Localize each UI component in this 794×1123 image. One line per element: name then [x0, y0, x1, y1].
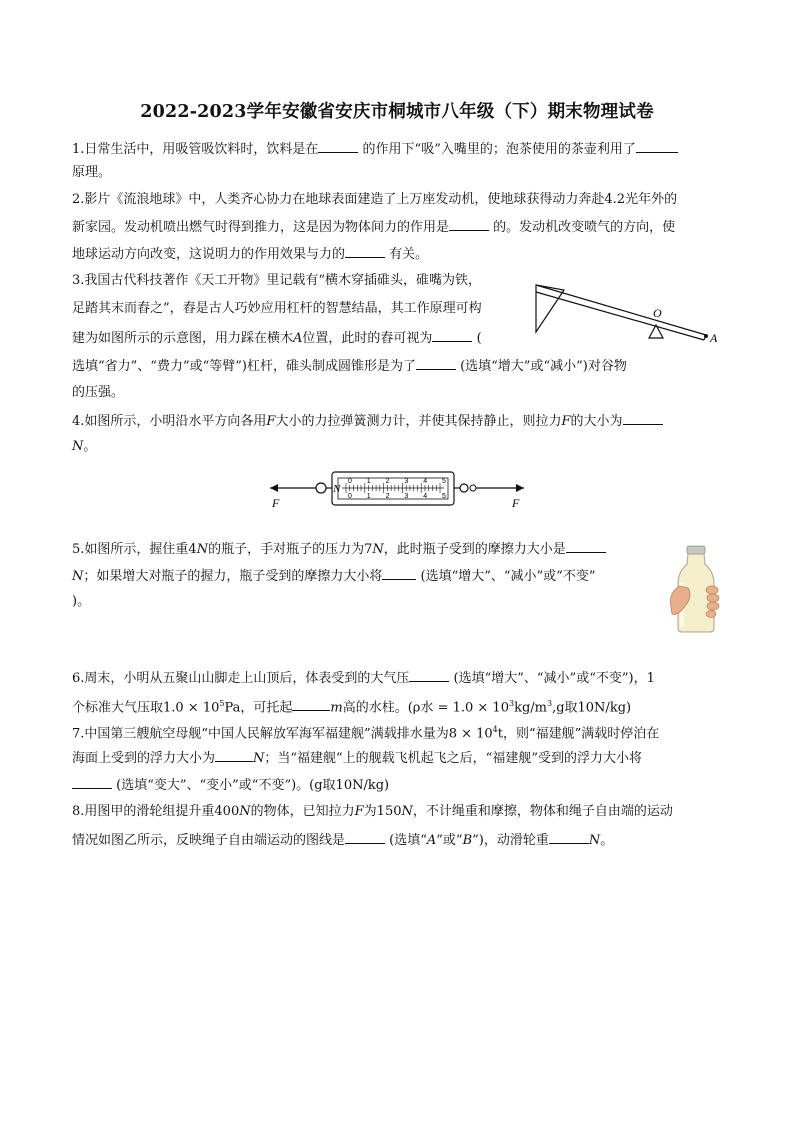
fulcrum-icon [649, 325, 663, 338]
finger-2 [707, 594, 719, 602]
q6-text-b: (选填“增大”、“减小”或“不变”)，1 [453, 671, 655, 686]
q7-text-d: ；当“福建舰”上的舰载飞机起飞之后，“福建舰”受到的浮力大小将 [264, 751, 642, 766]
q6-blank-2[interactable] [292, 698, 330, 711]
scale-label-top: 1 [366, 478, 371, 485]
finger-1 [706, 586, 718, 594]
q6-var-m: m [330, 700, 343, 716]
q1-text-b: 的作用下“吸”入嘴里的；泡茶使用的茶壶利用了 [362, 142, 636, 157]
q3-text-h: 的压强。 [72, 385, 125, 400]
q8-blank-2[interactable] [549, 831, 589, 844]
q8-text-c: 为 [363, 804, 377, 819]
q3-var-a: A [293, 331, 303, 346]
q4-text-d: 。 [83, 439, 97, 454]
q1-text-c: 原理。 [72, 165, 112, 180]
q8-text-g: ”或“ [436, 833, 463, 848]
q4-text-b: 大小的力拉弹簧测力计，并使其保持静止，则拉力 [275, 414, 562, 429]
q3-text-b: 足踏其末而舂之”，舂是古人巧妙应用杠杆的智慧结晶，其工作原理可构 [72, 301, 482, 316]
bottle-cap [687, 546, 705, 554]
q5-var-n1: N [196, 542, 209, 557]
q5-text-a: 5.如图所示，握住重 [72, 542, 189, 557]
q6-sup-2: 3 [508, 699, 515, 708]
q3-blank-1[interactable] [432, 329, 472, 342]
label-o: O [653, 306, 662, 320]
q3-lever-figure [530, 280, 730, 350]
lever-beam-top [536, 285, 706, 335]
q3-blank-2[interactable] [416, 357, 456, 370]
q8-line-2 [72, 831, 613, 849]
q4-text-c: 的大小为 [570, 414, 623, 429]
q8-blank-1[interactable] [345, 831, 385, 844]
q7-text-e: (选填“变大”、“变小”或“不变”)。(g取10N/kg) [116, 778, 390, 793]
scale-label-top: 3 [404, 478, 409, 485]
q7-line-2 [72, 749, 642, 767]
q7-var-n: N [253, 751, 265, 766]
q5-var-n2: N [372, 542, 384, 557]
q5-line-2 [72, 567, 595, 585]
q4-line-1 [72, 412, 663, 430]
right-hook-icon [470, 485, 476, 491]
right-ring-icon [460, 484, 468, 492]
scale-label-top: 4 [423, 478, 428, 485]
q2-text-b: 新家园。发动机喷出燃气时得到推力，这是因为物体间力的作用是 [72, 220, 450, 235]
q1-blank-1[interactable] [318, 140, 358, 153]
q3-line-4 [72, 357, 627, 375]
q7-line-1 [72, 722, 659, 742]
q4-line-2 [72, 439, 96, 455]
q8-text-h: ”)，动滑轮重 [472, 833, 549, 848]
scale-label-bottom: 0 [348, 493, 352, 500]
left-arrow-icon [270, 484, 278, 492]
bottle-in-hand-image [670, 544, 722, 634]
q8-text-a: 8.用图甲的滑轮组提升重 [72, 804, 215, 819]
q4-var-f1: F [266, 414, 276, 429]
scale-ticks [346, 478, 446, 500]
right-force-label: F [512, 496, 520, 510]
q2-text-a: 2.影片《流浪地球》中，人类齐心协力在地球表面建造了上万座发动机，使地球获得动力奔赴4.2光年外的 [72, 192, 678, 207]
q5-num-1: 4 [188, 542, 197, 557]
page-title: 2022-2023学年安徽省安庆市桐城市八年级（下）期末物理试卷 [140, 102, 654, 122]
q2-text-e: 有关。 [389, 247, 429, 262]
q5-text-c: ，此时瓶子受到的摩擦力大小是 [383, 542, 566, 557]
q8-text-e: 情况如图乙所示，反映绳子自由端运动的图线是 [72, 833, 346, 848]
scale-label-bottom: 5 [442, 493, 446, 500]
q6-text-g: ,g取10N/kg) [552, 700, 632, 716]
q7-blank-2[interactable] [72, 776, 112, 789]
scale-label-bottom: 4 [423, 493, 428, 500]
scale-label-top: 0 [348, 478, 352, 485]
q5-line-3 [72, 594, 90, 610]
scale-unit-label: N [333, 483, 341, 495]
q2-blank-2[interactable] [345, 245, 385, 258]
right-arrow-icon [516, 484, 524, 492]
q1-blank-2[interactable] [636, 140, 678, 153]
q6-sup-1: 5 [219, 699, 225, 708]
q6-line-2 [72, 696, 631, 716]
q8-text-d: ，不计绳重和摩擦，物体和绳子自由端的运动 [412, 804, 673, 819]
finger-3 [707, 602, 719, 610]
q7-sup-1: 4 [492, 725, 498, 734]
q5-blank-2[interactable] [382, 567, 416, 580]
q8-var-f: F [354, 804, 364, 819]
q3-text-d: 位置，此时的舂可视为 [302, 331, 433, 346]
q8-var-n3: N [588, 833, 601, 848]
q8-text-b: 的物体，已知拉力 [250, 804, 355, 819]
q4-spring-scale-figure [262, 466, 532, 510]
q3-text-g: (选填“增大”或“减小”)对谷物 [460, 359, 627, 374]
q3-text-f: 选填“省力”、“费力”或“等臂”)杠杆，碓头制成圆锥形是为了 [72, 359, 416, 374]
q8-text-i: 。 [600, 833, 614, 848]
q4-text-a: 4.如图所示，小明沿水平方向各用 [72, 414, 267, 429]
q8-num-1: 400 [214, 804, 240, 819]
left-force-label: F [272, 496, 280, 510]
q5-num-2: 7 [364, 542, 373, 557]
scale-label-top: 5 [442, 478, 446, 485]
q6-text-e: 高的水柱。(ρ水 = 1.0 × 10 [342, 700, 509, 716]
q2-line-3 [72, 245, 428, 263]
left-ring-icon [316, 483, 326, 493]
q3-text-e: ( [476, 331, 482, 346]
point-a-dot [704, 334, 708, 338]
q8-line-1 [72, 804, 673, 820]
label-a: A [710, 331, 718, 345]
q8-var-n1: N [239, 804, 251, 819]
q8-num-2: 150 [376, 804, 402, 819]
q7-text-a: 7.中国第三艘航空母舰“中国人民解放军海军福建舰”满载排水量为8 × 10 [72, 726, 493, 742]
q4-var-f2: F [561, 414, 571, 429]
q3-text-c: 建为如图所示的示意图，用力踩在横木 [72, 331, 294, 346]
q2-text-c: 的。发动机改变喷气的方向，使 [493, 220, 676, 235]
q4-blank-1[interactable] [623, 412, 663, 425]
q3-line-1 [72, 273, 481, 289]
q5-text-b: 的瓶子，手对瓶子的压力为 [208, 542, 365, 557]
q5-text-e: (选填“增大”、“减小”或“不变” [420, 569, 596, 584]
q1-text-a: 1.日常生活中，用吸管吸饮料时，饮料是在 [72, 142, 319, 157]
q5-bottle-figure [670, 544, 722, 634]
q6-text-a: 6.周末，小明从五聚山山脚走上山顶后，体表受到的大气压 [72, 671, 410, 686]
q6-line-1 [72, 669, 655, 687]
q8-var-a: A [426, 833, 437, 848]
scale-label-bottom: 3 [404, 493, 409, 500]
q3-line-5 [72, 385, 124, 401]
q8-var-n2: N [401, 804, 413, 819]
q8-text-f: (选填“ [389, 833, 427, 848]
q3-line-2 [72, 301, 482, 317]
q7-line-3 [72, 776, 389, 794]
q2-blank-1[interactable] [449, 218, 489, 231]
q7-text-c: 海面上受到的浮力大小为 [72, 751, 216, 766]
q5-text-d: ；如果增大对瓶子的握力，瓶子受到的摩擦力大小将 [83, 569, 383, 584]
spring-scale-diagram [262, 466, 532, 510]
q5-var-n3: N [72, 569, 84, 584]
scale-window [338, 478, 448, 499]
q5-text-f: )。 [72, 594, 91, 609]
q7-text-b: t，则“福建舰”满载时停泊在 [497, 726, 660, 742]
scale-label-bottom: 1 [366, 493, 371, 500]
q1-line-1 [72, 140, 678, 158]
q5-blank-1[interactable] [566, 540, 606, 553]
q4-var-n: N [72, 439, 84, 454]
q2-text-d: 地球运动方向改变，这说明力的作用效果与力的 [72, 247, 346, 262]
q6-text-f: kg/m [514, 700, 547, 716]
q3-text-a: 3.我国古代科技著作《天工开物》里记载有“横木穿插碓头，碓嘴为铁， [72, 273, 482, 288]
q1-line-2 [72, 165, 111, 181]
lever-diagram [530, 280, 730, 350]
scale-body [332, 472, 454, 505]
q2-line-2 [72, 218, 675, 236]
q7-blank-1[interactable] [215, 749, 253, 762]
q6-text-c: 个标准大气压取1.0 × 10 [72, 700, 220, 716]
q2-line-1 [72, 192, 677, 208]
q5-line-1 [72, 540, 606, 558]
q6-sup-3: 3 [546, 699, 553, 708]
q3-line-3 [72, 329, 482, 347]
q8-var-b: B [462, 833, 473, 848]
lever-beam-bottom [536, 292, 704, 340]
q6-blank-1[interactable] [409, 669, 449, 682]
finger-4 [706, 611, 716, 618]
q6-text-d: Pa，可托起 [224, 700, 293, 716]
scale-label-top: 2 [385, 478, 390, 485]
scale-label-bottom: 2 [385, 493, 390, 500]
